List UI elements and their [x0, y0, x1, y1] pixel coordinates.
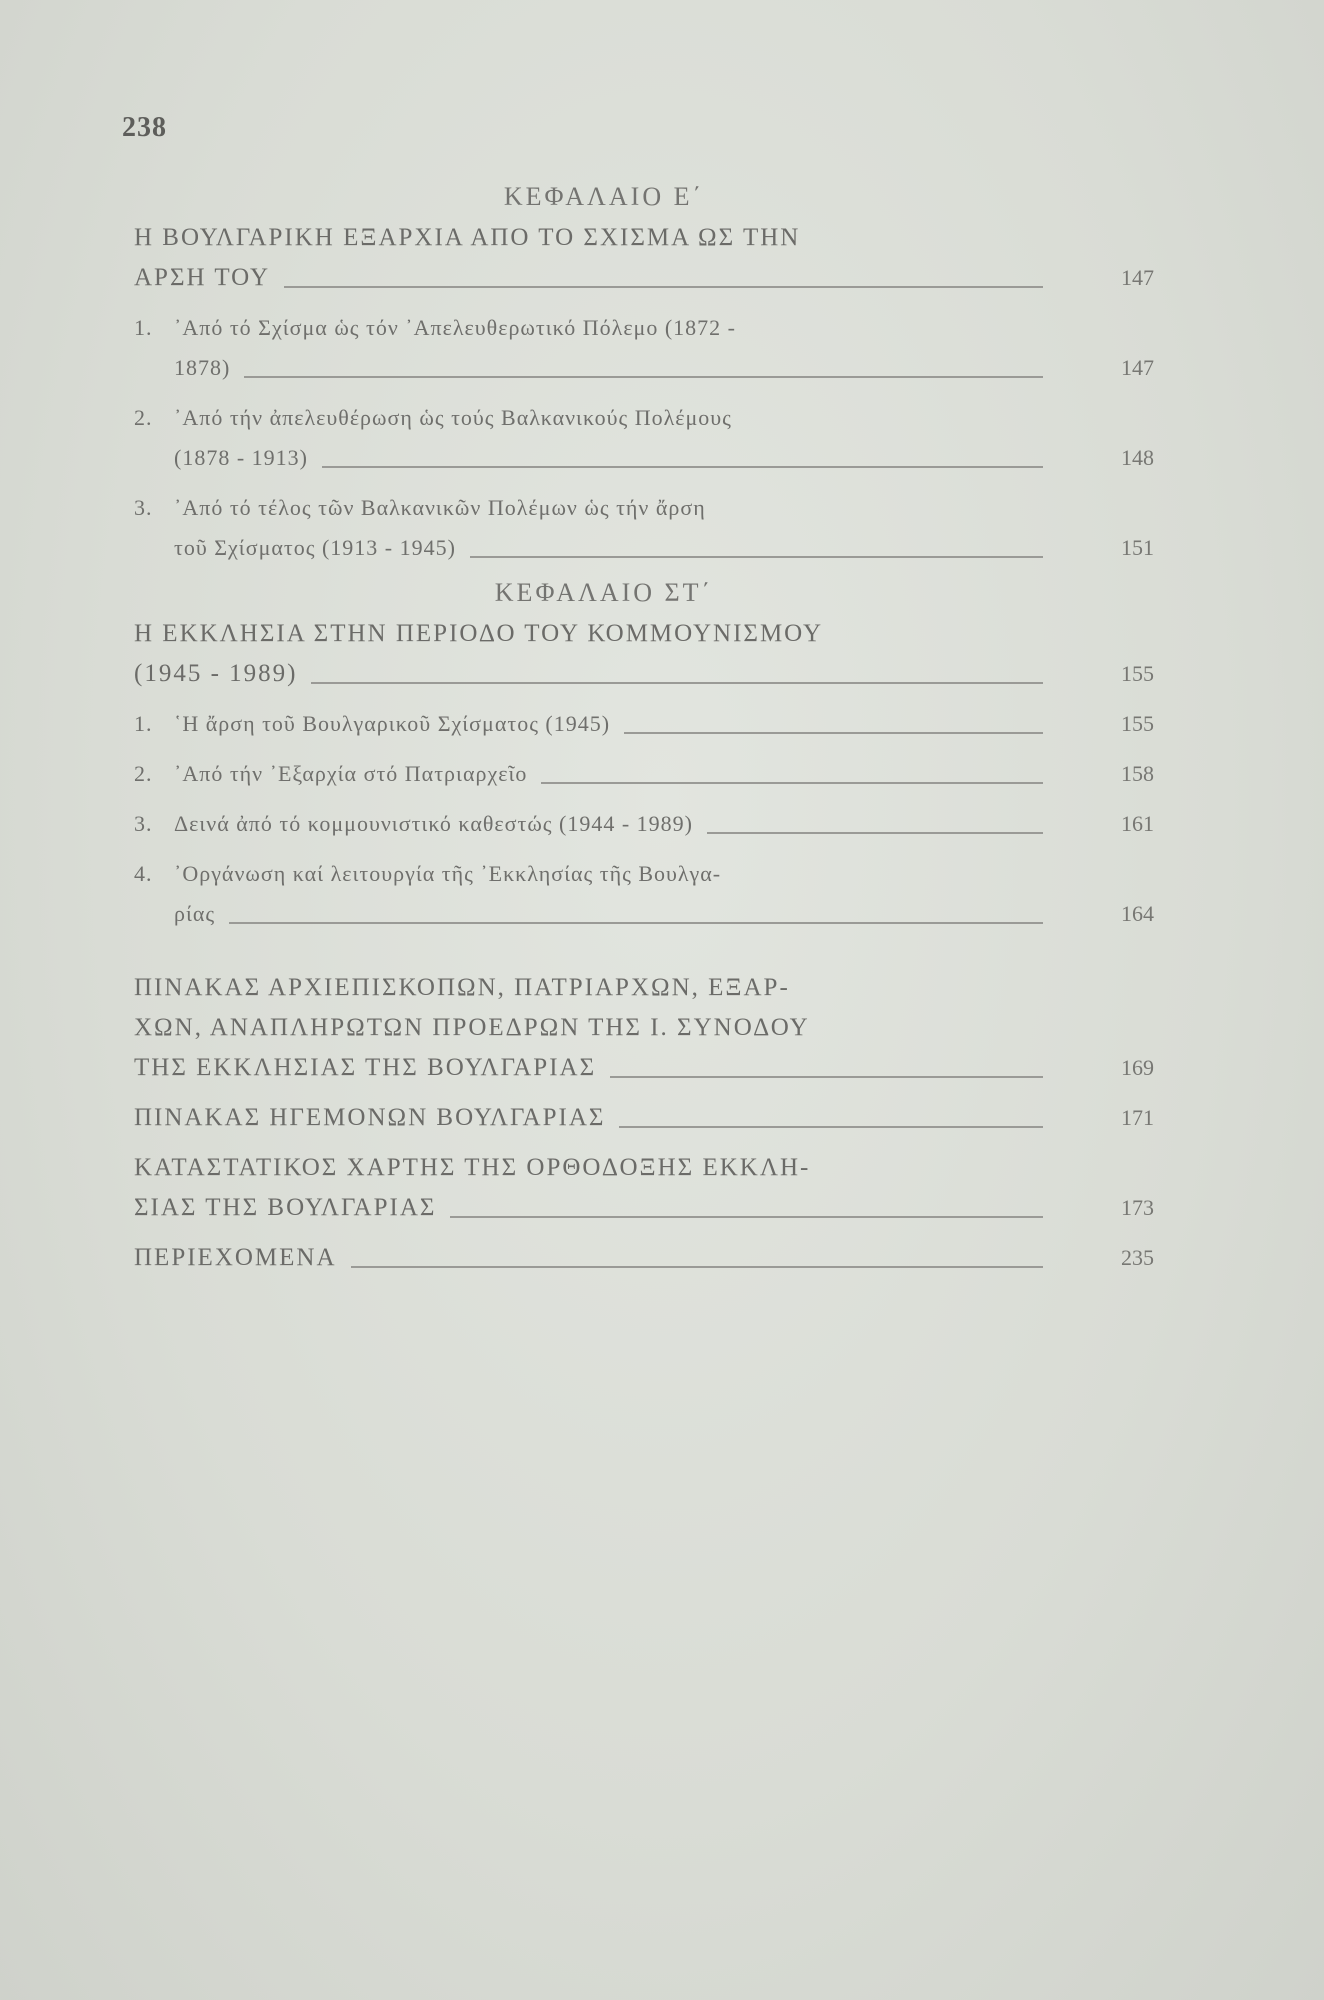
- chapter-5-title-entry: [134, 218, 1154, 298]
- chapter-6-item-4: [134, 854, 1154, 934]
- appendix-archbishops: [134, 968, 1154, 1088]
- item-line2: ρίας: [174, 901, 216, 926]
- page-number: 238: [122, 112, 167, 143]
- item-line2: Δεινά ἀπό τό κομμουνιστικό καθεστώς (1944 - 1989): [174, 811, 693, 836]
- chapter-6-item-3: [134, 804, 1154, 844]
- dot-leader: [322, 465, 1043, 468]
- appendix-page: 235: [1121, 1245, 1154, 1270]
- item-line2: τοῦ Σχίσματος (1913 - 1945): [174, 535, 456, 560]
- item-line2: ᾿Από τήν ᾿Εξαρχία στό Πατριαρχεῖο: [174, 761, 528, 786]
- dot-leader: [610, 1075, 1043, 1078]
- item-number: 2.: [134, 405, 153, 430]
- table-of-contents: [134, 182, 1154, 1288]
- item-page: 148: [1121, 445, 1154, 470]
- dot-leader: [229, 921, 1043, 924]
- item-number: 3.: [134, 811, 153, 836]
- appendix-line3: ΠΙΝΑΚΑΣ ΗΓΕΜΟΝΩΝ ΒΟΥΛΓΑΡΙΑΣ: [134, 1104, 606, 1131]
- dot-leader: [619, 1125, 1043, 1128]
- dot-leader: [351, 1265, 1043, 1268]
- item-number: 1.: [134, 315, 153, 340]
- item-line1: ᾿Οργάνωση καί λειτουργία τῆς ᾿Εκκλησίας τῆς Βουλγα-: [174, 861, 722, 886]
- appendix-charter: [134, 1148, 1154, 1228]
- appendix-line1: ΠΙΝΑΚΑΣ ΑΡΧΙΕΠΙΣΚΟΠΩΝ, ΠΑΤΡΙΑΡΧΩΝ, ΕΞΑΡ-: [134, 974, 790, 1001]
- chapter-6-item-1: [134, 704, 1154, 744]
- appendix-line2: ΚΑΤΑΣΤΑΤΙΚΟΣ ΧΑΡΤΗΣ ΤΗΣ ΟΡΘΟΔΟΞΗΣ ΕΚΚΛΗ-: [134, 1154, 811, 1181]
- chapter-6-heading: ΚΕΦΑΛΑΙΟ ΣΤ΄: [494, 578, 714, 607]
- chapter-5-page: 147: [1121, 265, 1154, 290]
- dot-leader: [624, 731, 1043, 734]
- chapter-6-title-entry: [134, 614, 1154, 694]
- dot-leader: [311, 681, 1043, 684]
- item-number: 1.: [134, 711, 153, 736]
- item-page: 161: [1121, 811, 1154, 836]
- item-line1: ᾿Από τό τέλος τῶν Βαλκανικῶν Πολέμων ὡς τήν ἄρση: [174, 495, 706, 520]
- dot-leader: [470, 555, 1043, 558]
- appendix-line3: ΠΕΡΙΕΧΟΜΕΝΑ: [134, 1244, 337, 1271]
- item-page: 151: [1121, 535, 1154, 560]
- appendix-page: 171: [1121, 1105, 1154, 1130]
- item-line1: ᾿Από τήν ἀπελευθέρωση ὡς τούς Βαλκανικούς Πολέμους: [174, 405, 732, 430]
- appendix-page: 169: [1121, 1055, 1154, 1080]
- chapter-6-page: 155: [1121, 661, 1154, 686]
- item-page: 155: [1121, 711, 1154, 736]
- dot-leader: [244, 375, 1043, 378]
- item-number: 3.: [134, 495, 153, 520]
- appendix-line3: ΤΗΣ ΕΚΚΛΗΣΙΑΣ ΤΗΣ ΒΟΥΛΓΑΡΙΑΣ: [134, 1054, 597, 1081]
- appendix-rulers: [134, 1098, 1154, 1138]
- chapter-5-item-2: [134, 398, 1154, 478]
- appendix-line2: ΧΩΝ, ΑΝΑΠΛΗΡΩΤΩΝ ΠΡΟΕΔΡΩΝ ΤΗΣ Ι. ΣΥΝΟΔΟΥ: [134, 1014, 810, 1041]
- item-line2: ῾Η ἄρση τοῦ Βουλγαρικοῦ Σχίσματος (1945): [174, 711, 611, 736]
- dot-leader: [541, 781, 1043, 784]
- dot-leader: [707, 831, 1043, 834]
- chapter-6-title-line1: Η ΕΚΚΛΗΣΙΑ ΣΤΗΝ ΠΕΡΙΟΔΟ ΤΟΥ ΚΟΜΜΟΥΝΙΣΜΟΥ: [134, 620, 824, 647]
- appendix-page: 173: [1121, 1195, 1154, 1220]
- chapter-5-title-line2: ΑΡΣΗ ΤΟΥ: [134, 264, 271, 291]
- chapter-6-title-line2: (1945 - 1989): [134, 660, 298, 687]
- item-line1: ᾿Από τό Σχίσμα ὡς τόν ᾿Απελευθερωτικό Πόλεμο (1872 -: [174, 315, 737, 340]
- chapter-6-item-2: [134, 754, 1154, 794]
- appendix-line3: ΣΙΑΣ ΤΗΣ ΒΟΥΛΓΑΡΙΑΣ: [134, 1194, 437, 1221]
- appendix-contents: [134, 1238, 1154, 1278]
- item-line2: 1878): [174, 355, 231, 380]
- item-page: 147: [1121, 355, 1154, 380]
- item-page: 158: [1121, 761, 1154, 786]
- item-line2: (1878 - 1913): [174, 445, 308, 470]
- item-number: 2.: [134, 761, 153, 786]
- item-number: 4.: [134, 861, 153, 886]
- chapter-5-item-1: [134, 308, 1154, 388]
- chapter-5-title-line1: Η ΒΟΥΛΓΑΡΙΚΗ ΕΞΑΡΧΙΑ ΑΠΟ ΤΟ ΣΧΙΣΜΑ ΩΣ ΤΗΝ: [134, 224, 801, 251]
- chapter-5-item-3: [134, 488, 1154, 568]
- item-page: 164: [1121, 901, 1154, 926]
- dot-leader: [450, 1215, 1043, 1218]
- chapter-5-heading: ΚΕΦΑΛΑΙΟ Ε΄: [503, 182, 705, 211]
- dot-leader: [284, 285, 1043, 288]
